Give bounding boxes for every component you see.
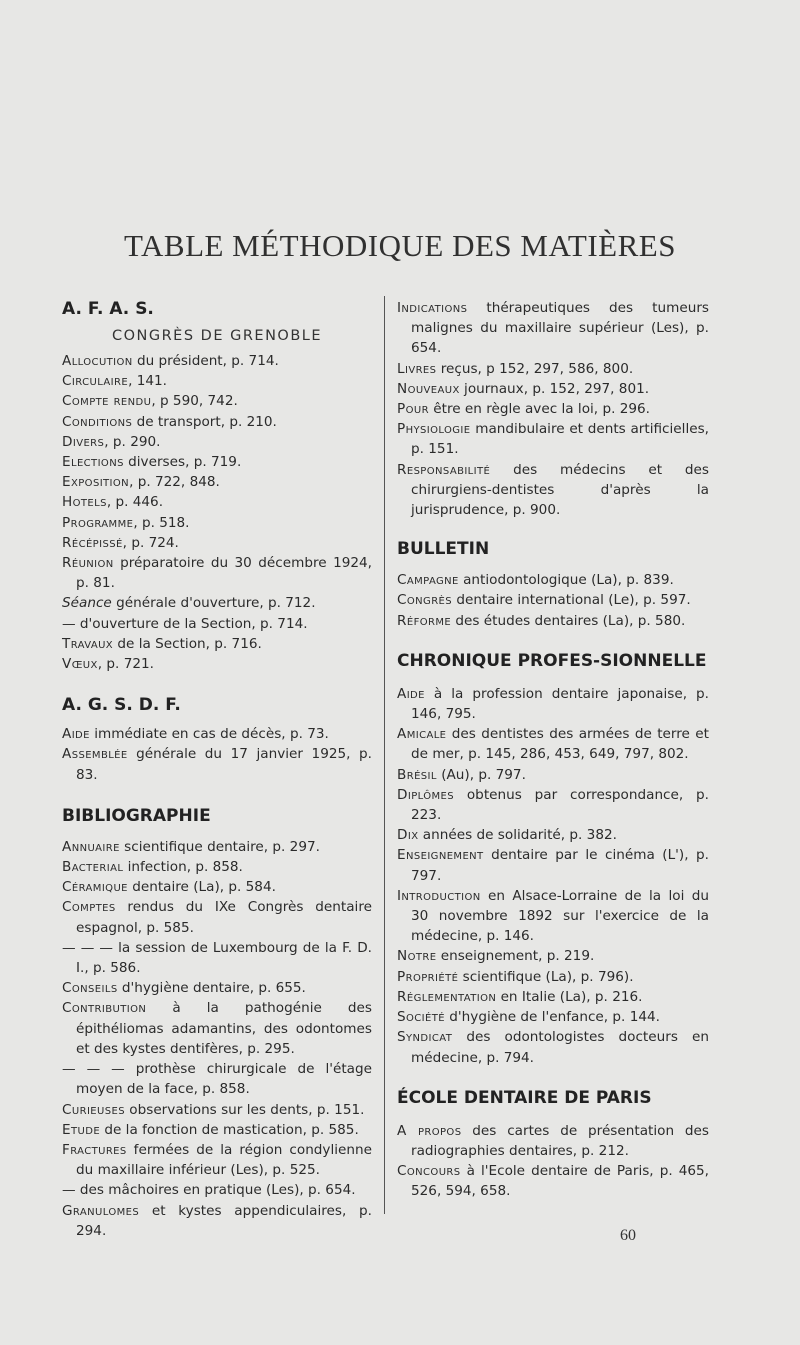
- entry-text: en Italie (La), p. 216.: [496, 988, 643, 1005]
- entry-keyword: Physiologie: [397, 421, 471, 438]
- index-entry: [62, 452, 372, 472]
- entry-text: thérapeutiques des tumeurs malignes du maxillaire supérieur (Les), p. 654.: [411, 300, 709, 357]
- index-entry: [397, 590, 709, 610]
- index-entry: [62, 938, 372, 978]
- index-entry: [397, 359, 709, 379]
- entry-text: , p 590, 742.: [151, 393, 238, 410]
- entry-text: diverses, p. 719.: [123, 454, 242, 471]
- entry-keyword: Diplômes: [397, 786, 455, 803]
- page-title: TABLE MÉTHODIQUE DES MATIÈRES: [124, 228, 676, 263]
- entry-text: du président, p. 714.: [132, 353, 279, 369]
- entry-keyword: Divers: [62, 433, 105, 450]
- index-entry: [397, 399, 709, 419]
- entry-keyword: Granulomes: [62, 1202, 140, 1219]
- entry-text: préparatoire du 30 décembre 1924, p. 81.: [76, 555, 372, 592]
- index-entry: [62, 877, 372, 897]
- entry-keyword: Réforme: [397, 612, 452, 629]
- entry-keyword: Enseignement: [397, 847, 484, 864]
- entry-keyword: Brésil: [397, 766, 437, 783]
- section-heading-bibliographie: BIBLIOGRAPHIE: [62, 805, 211, 826]
- index-entry: [62, 371, 372, 391]
- entry-keyword: Curieuses: [62, 1101, 125, 1118]
- entry-text: immédiate en cas de décès, p. 73.: [89, 726, 329, 743]
- entry-keyword: Notre: [397, 948, 437, 965]
- index-entry: [62, 1120, 372, 1140]
- entry-keyword: Syndicat: [397, 1029, 453, 1046]
- index-entry: [62, 391, 372, 411]
- index-entry: [62, 1140, 372, 1180]
- entry-text: mandibulaire et dents artificielles, p. 151.: [411, 421, 709, 458]
- entry-text: et kystes appendiculaires, p. 294.: [76, 1202, 372, 1239]
- entry-text: des odontologistes docteurs en médecine, p. 794.: [411, 1029, 709, 1066]
- section-heading-agsdf: A. G. S. D. F.: [62, 695, 181, 716]
- section-heading-afas: A. F. A. S.: [62, 299, 154, 319]
- entry-keyword: Hotels: [62, 494, 107, 511]
- entry-keyword: Aide: [62, 726, 90, 743]
- entry-keyword: Responsabilité: [397, 461, 491, 478]
- entry-keyword: Réunion: [62, 555, 114, 572]
- index-entry: [397, 1121, 709, 1161]
- entry-text: , p. 290.: [104, 433, 161, 450]
- entry-text: observations sur les dents, p. 151.: [124, 1101, 365, 1118]
- index-entry: [397, 298, 709, 359]
- entry-text: , p. 518.: [133, 514, 190, 531]
- left-column: [62, 298, 372, 1241]
- index-entry: [397, 785, 709, 825]
- entry-text: scientifique dentaire, p. 297.: [119, 838, 320, 855]
- entry-text: de transport, p. 210.: [132, 413, 277, 430]
- entry-text: — — — prothèse chirurgicale de l'étage moyen de la face, p. 858.: [62, 1061, 372, 1098]
- entry-text: années de solidarité, p. 382.: [418, 827, 617, 844]
- entry-keyword: Récépissé: [62, 534, 123, 551]
- index-entry: [62, 614, 372, 634]
- entry-keyword: Elections: [62, 454, 124, 471]
- index-entry: [397, 987, 709, 1007]
- entry-text: , p. 724.: [122, 534, 179, 551]
- entry-text: dentaire (La), p. 584.: [127, 879, 276, 896]
- entry-keyword: Contribution: [62, 1000, 147, 1017]
- entry-keyword: Séance: [62, 595, 112, 612]
- index-entry: [62, 593, 372, 613]
- page-number: 60: [620, 1227, 636, 1244]
- entry-keyword: Société: [397, 1009, 445, 1026]
- section-heading-ecole: ÉCOLE DENTAIRE DE PARIS: [397, 1087, 652, 1108]
- entry-keyword: Céramique: [62, 879, 128, 896]
- index-entry: [397, 1161, 709, 1201]
- entry-text: rendus du IXe Congrès dentaire espagnol, p. 585.: [76, 899, 372, 936]
- entry-keyword: Assemblée: [62, 746, 128, 763]
- entry-text: de la Section, p. 716.: [113, 635, 262, 652]
- entry-text: d'hygiène de l'enfance, p. 144.: [444, 1009, 660, 1026]
- section-heading-chronique: CHRONIQUE PROFES-SIONNELLE: [397, 650, 707, 671]
- entry-keyword: Conditions: [62, 413, 133, 430]
- entry-text: d'hygiène dentaire, p. 655.: [117, 980, 306, 997]
- index-entry: [62, 351, 372, 371]
- index-entry: [62, 998, 372, 1059]
- index-entry: [62, 654, 372, 674]
- entry-text: , p. 721.: [97, 656, 154, 673]
- index-entry: [397, 946, 709, 966]
- entry-text: des médecins et des chirurgiens-dentistes d'après la jurisprudence, p. 900.: [411, 461, 709, 519]
- index-entry: [62, 1100, 372, 1120]
- index-entry: [397, 967, 709, 987]
- entry-keyword: Travaux: [62, 635, 114, 652]
- entry-keyword: Comptes: [62, 899, 116, 916]
- index-entry: [62, 724, 372, 744]
- index-entry: [62, 1180, 372, 1200]
- entry-keyword: Vœux: [62, 656, 98, 673]
- entry-keyword: A propos: [397, 1122, 462, 1139]
- entry-keyword: Livres: [397, 360, 437, 377]
- index-entry: [397, 845, 709, 885]
- index-entry: [397, 1027, 709, 1067]
- entry-text: des dentistes des armées de terre et de mer, p. 145, 286, 453, 649, 797, 802.: [411, 726, 709, 763]
- entry-keyword: Propriété: [397, 968, 459, 985]
- entry-text: , p. 446.: [106, 494, 164, 511]
- entry-text: en Alsace-Lorraine de la loi du 30 novembre 1892 sur l'exercice de la médecine, p. 146.: [411, 887, 709, 945]
- entry-keyword: Congrès: [397, 592, 453, 609]
- index-entry: [62, 492, 372, 512]
- index-entry: [397, 379, 709, 399]
- entry-text: de la fonction de mastication, p. 585.: [100, 1121, 359, 1138]
- entry-text: journaux, p. 152, 297, 801.: [459, 380, 650, 397]
- entry-keyword: Fractures: [62, 1141, 127, 1158]
- entry-keyword: Annuaire: [62, 838, 120, 855]
- index-entry: [397, 825, 709, 845]
- entry-text: dentaire par le cinéma (L'), p. 797.: [411, 847, 709, 884]
- entry-text: reçus, p 152, 297, 586, 800.: [436, 360, 634, 377]
- entry-list-ecole: [397, 1121, 709, 1202]
- index-entry: [62, 432, 372, 452]
- index-entry: [397, 460, 709, 521]
- entry-text: à l'Ecole dentaire de Paris, p. 465, 526, 594, 658.: [411, 1163, 709, 1200]
- index-entry: [397, 1007, 709, 1027]
- entry-keyword: Indications: [397, 300, 468, 316]
- index-entry: [62, 897, 372, 937]
- entry-text: fermées de la région condylienne du maxillaire inférieur (Les), p. 525.: [76, 1141, 372, 1179]
- index-entry: [62, 978, 372, 998]
- entry-list-agsdf: [62, 724, 372, 785]
- entry-keyword: Réglementation: [397, 988, 497, 1005]
- index-entry: [62, 634, 372, 654]
- section-subheading-congres: CONGRÈS DE GRENOBLE: [111, 328, 323, 344]
- entry-text: infection, p. 858.: [123, 859, 243, 876]
- index-entry: [62, 837, 372, 857]
- index-entry: [62, 472, 372, 492]
- entry-text: antiodontologique (La), p. 839.: [458, 572, 674, 589]
- index-entry: [62, 533, 372, 553]
- index-entry: [62, 553, 372, 593]
- entry-keyword: Programme: [62, 514, 134, 531]
- entry-text: — d'ouverture de la Section, p. 714.: [62, 615, 308, 632]
- index-entry: [62, 1059, 372, 1099]
- index-entry: [397, 419, 709, 459]
- index-entry: [397, 570, 709, 590]
- entry-keyword: Conseils: [62, 980, 118, 997]
- entry-text: dentaire international (Le), p. 597.: [452, 592, 691, 609]
- index-entry: [397, 886, 709, 947]
- entry-keyword: Allocution: [62, 353, 133, 369]
- entry-list-bibliographie-continued: [397, 298, 709, 520]
- entry-keyword: Dix: [397, 827, 419, 844]
- entry-list-bulletin: [397, 570, 709, 631]
- entry-text: obtenus par correspondance, p. 223.: [411, 786, 709, 824]
- entry-keyword: Pour: [397, 401, 429, 418]
- entry-text: , p. 722, 848.: [129, 474, 220, 491]
- entry-text: à la profession dentaire japonaise, p. 146, 795.: [411, 685, 709, 723]
- entry-keyword: Exposition: [62, 474, 130, 491]
- entry-text: , 141.: [128, 373, 167, 390]
- entry-keyword: Concours: [397, 1163, 461, 1180]
- entry-text: à la pathogénie des épithéliomas adamantins, des odontomes et des kystes dentifères, p. 295.: [76, 1000, 372, 1057]
- entry-keyword: Bacterial: [62, 859, 124, 876]
- entry-keyword: Campagne: [397, 572, 459, 589]
- entry-text: enseignement, p. 219.: [436, 948, 595, 965]
- index-entry: [62, 857, 372, 877]
- entry-text: scientifique (La), p. 796).: [458, 968, 634, 985]
- right-column: [397, 298, 709, 1202]
- entry-list-bibliographie: [62, 837, 372, 1241]
- entry-text: des études dentaires (La), p. 580.: [451, 612, 686, 629]
- index-entry: [397, 684, 709, 724]
- entry-list-chronique: [397, 684, 709, 1068]
- entry-text: générale d'ouverture, p. 712.: [111, 595, 316, 612]
- index-entry: [62, 1201, 372, 1241]
- entry-text: générale du 17 janvier 1925, p. 83.: [76, 746, 372, 783]
- index-entry: [397, 765, 709, 785]
- entry-keyword: Compte rendu: [62, 393, 152, 410]
- entry-keyword: Introduction: [397, 887, 481, 904]
- entry-keyword: Circulaire: [62, 373, 129, 390]
- column-divider: [384, 296, 385, 1214]
- entry-keyword: Aide: [397, 685, 425, 702]
- entry-keyword: Etude: [62, 1121, 101, 1138]
- entry-list-afas: [62, 351, 372, 674]
- index-entry: [62, 513, 372, 533]
- index-entry: [397, 724, 709, 764]
- index-entry: [397, 611, 709, 631]
- index-entry: [62, 744, 372, 784]
- index-entry: [62, 412, 372, 432]
- entry-text: — des mâchoires en pratique (Les), p. 654.: [62, 1182, 356, 1199]
- entry-keyword: Amicale: [397, 726, 447, 743]
- entry-text: être en règle avec la loi, p. 296.: [428, 401, 650, 418]
- entry-keyword: Nouveaux: [397, 380, 460, 397]
- entry-text: des cartes de présentation des radiographies dentaires, p. 212.: [411, 1122, 709, 1159]
- entry-text: — — — la session de Luxembourg de la F. D. I., p. 586.: [62, 939, 372, 977]
- section-heading-bulletin: BULLETIN: [397, 539, 490, 560]
- entry-text: (Au), p. 797.: [436, 766, 526, 783]
